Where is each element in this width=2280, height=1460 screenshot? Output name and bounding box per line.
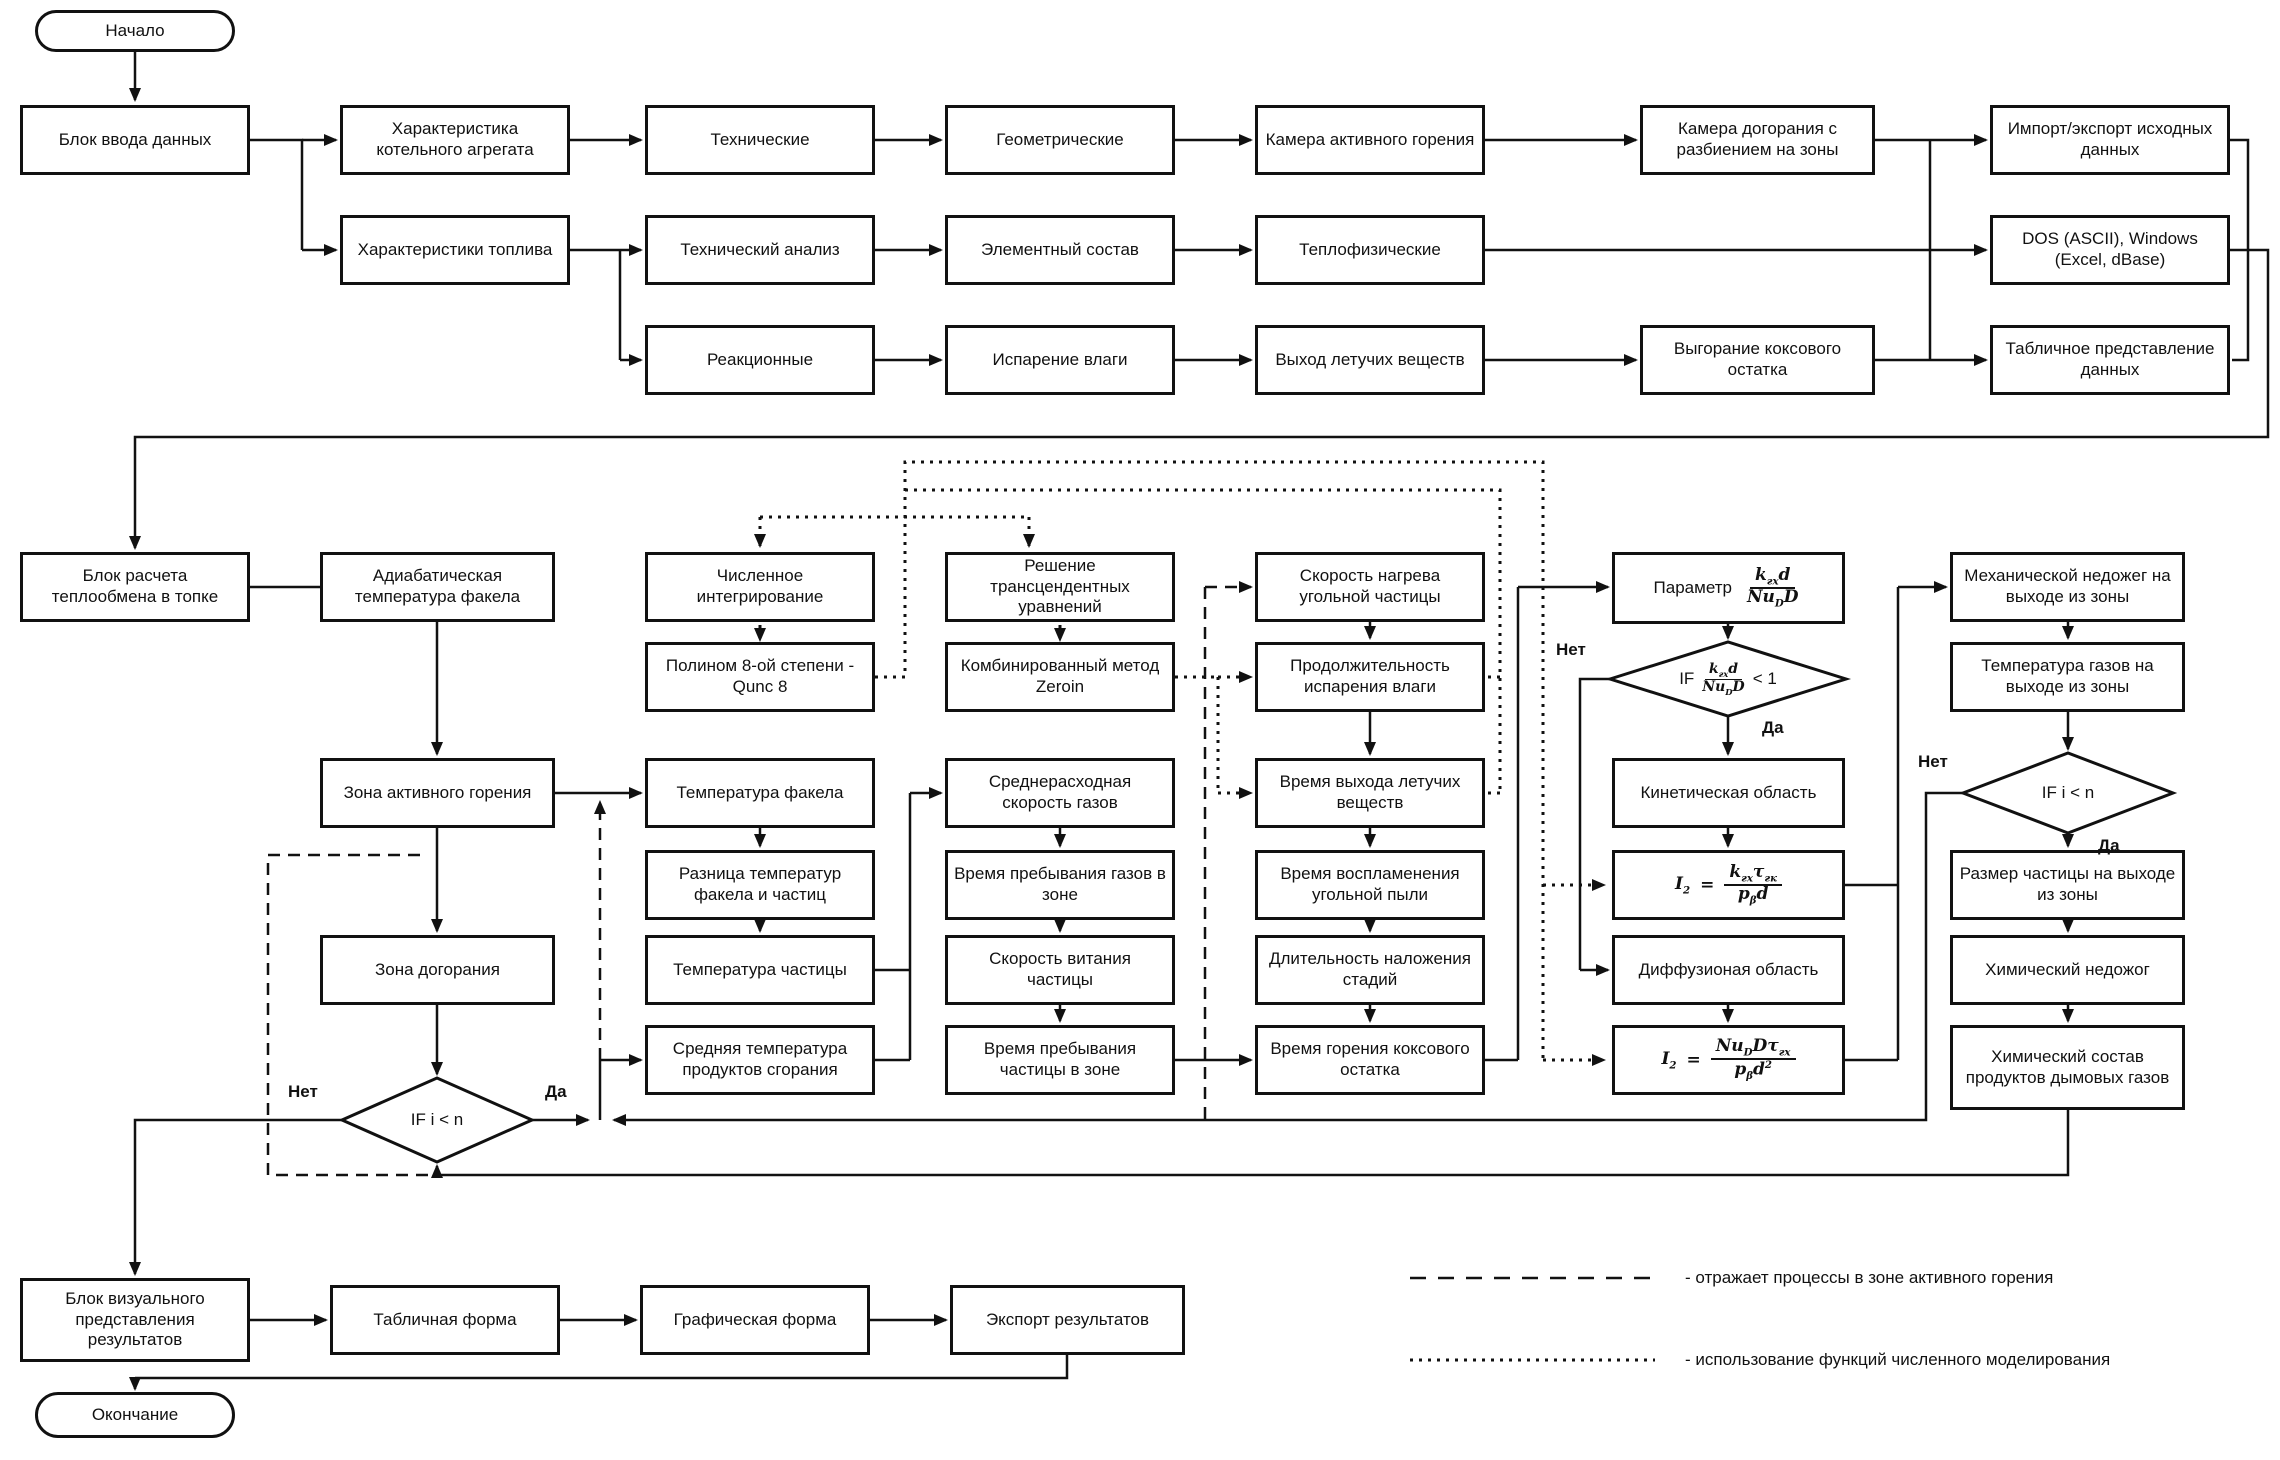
node-volatile-yield: Выход летучих веществ	[1255, 325, 1485, 395]
node-i2-kinetic-formula: $I_2$ = $\frac{k_{гх}\tau_{гк}}{p_\beta d}$	[1612, 850, 1845, 920]
node-gas-residence-time: Время пребывания газов в зоне	[945, 850, 1175, 920]
node-coke-burnout: Выгорание коксового остатка	[1640, 325, 1875, 395]
node-start: Начало	[35, 10, 235, 52]
node-diffusion-region: Диффузионая область	[1612, 935, 1845, 1005]
node-torch-temperature: Температура факела	[645, 758, 875, 828]
node-heat-exchange-block: Блок расчета теплообмена в топке	[20, 552, 250, 622]
node-chemical-composition: Химический состав продуктов дымовых газов	[1950, 1025, 2185, 1110]
node-polynomial-qunc8: Полином 8-ой степени - Qunc 8	[645, 642, 875, 712]
node-thermophysical: Теплофизические	[1255, 215, 1485, 285]
node-input-block: Блок ввода данных	[20, 105, 250, 175]
node-technical-analysis: Технический анализ	[645, 215, 875, 285]
node-afterburning-chamber: Камера догорания с разбиением на зоны	[1640, 105, 1875, 175]
node-technical: Технические	[645, 105, 875, 175]
node-heating-rate: Скорость нагрева угольной частицы	[1255, 552, 1485, 622]
label-yes-right: Да	[2098, 836, 2120, 855]
node-zeroin-method: Комбинированный метод Zeroin	[945, 642, 1175, 712]
node-temperature-difference: Разница температур факела и частиц	[645, 850, 875, 920]
node-coke-burning-time: Время горения коксового остатка	[1255, 1025, 1485, 1095]
decision-left-label: IF i < n	[410, 1110, 464, 1129]
k-fraction: $\frac{k_{гх}d}{Nu_DD}$	[1746, 564, 1799, 610]
node-i2-diffusion-formula: $I_2$ = $\frac{Nu_DD\tau_{гх}}{p_\beta d^2}$	[1612, 1025, 1845, 1095]
decision-formula-label: IF $\frac{k_{гх}d}{Nu_DD}$ < 1	[1679, 661, 1777, 697]
node-moisture-evaporation: Испарение влаги	[945, 325, 1175, 395]
node-table-form: Табличная форма	[330, 1285, 560, 1355]
node-volatile-release-time: Время выхода летучих веществ	[1255, 758, 1485, 828]
node-stage-overlap: Длительность наложения стадий	[1255, 935, 1485, 1005]
label-no-left: Нет	[288, 1082, 318, 1101]
node-dos-windows: DOS (ASCII), Windows (Excel, dBase)	[1990, 215, 2230, 285]
node-evaporation-duration: Продолжительность испарения влаги	[1255, 642, 1485, 712]
node-table-representation: Табличное представление данных	[1990, 325, 2230, 395]
node-parameter-formula: Параметр $\frac{k_{гх}d}{Nu_DD}$	[1612, 552, 1845, 624]
node-elemental-composition: Элементный состав	[945, 215, 1175, 285]
node-mechanical-underburn: Механической недожег на выходе из зоны	[1950, 552, 2185, 622]
node-particle-temperature: Температура частицы	[645, 935, 875, 1005]
node-average-temperature: Средняя температура продуктов сгорания	[645, 1025, 875, 1095]
node-fuel-characteristics: Характеристики топлива	[340, 215, 570, 285]
node-visual-block: Блок визуального представления результатов	[20, 1278, 250, 1362]
node-particle-outlet-size: Размер частицы на выходе из зоны	[1950, 850, 2185, 920]
node-numeric-integration: Численное интегрирование	[645, 552, 875, 622]
label-yes-left: Да	[545, 1082, 567, 1101]
node-ignition-time: Время воспламенения угольной пыли	[1255, 850, 1485, 920]
legend-dashed-text: - отражает процессы в зоне активного горения	[1685, 1268, 2054, 1287]
node-import-export: Импорт/экспорт исходных данных	[1990, 105, 2230, 175]
label-no-right: Нет	[1918, 752, 1948, 771]
node-afterburning-zone: Зона догорания	[320, 935, 555, 1005]
node-gas-outlet-temperature: Температура газов на выходе из зоны	[1950, 642, 2185, 712]
node-reactive: Реакционные	[645, 325, 875, 395]
legend-dotted-text: - использование функций численного моделирования	[1685, 1350, 2111, 1369]
node-geometric: Геометрические	[945, 105, 1175, 175]
node-transcendent-equations: Решение трансцендентных уравнений	[945, 552, 1175, 622]
i2b-lhs: $I_2$	[1661, 1048, 1677, 1071]
node-export-results: Экспорт результатов	[950, 1285, 1185, 1355]
node-chemical-underburn: Химический недожог	[1950, 935, 2185, 1005]
node-end: Окончание	[35, 1392, 235, 1438]
node-active-combustion-chamber: Камера активного горения	[1255, 105, 1485, 175]
node-particle-residence-time: Время пребывания частицы в зоне	[945, 1025, 1175, 1095]
node-adiabatic-temperature: Адиабатическая температура факела	[320, 552, 555, 622]
node-gas-speed: Среднерасходная скорость газов	[945, 758, 1175, 828]
label-yes-formula: Да	[1762, 718, 1784, 737]
i2a-lhs: $I_2$	[1675, 873, 1691, 896]
node-graphic-form: Графическая форма	[640, 1285, 870, 1355]
decision-right-label: IF i < n	[2041, 783, 2095, 802]
node-kinetic-region: Кинетическая область	[1612, 758, 1845, 828]
label-no-formula: Нет	[1556, 640, 1586, 659]
node-boiler-characteristics: Характеристика котельного агрегата	[340, 105, 570, 175]
node-soaring-speed: Скорость витания частицы	[945, 935, 1175, 1005]
node-active-burning-zone: Зона активного горения	[320, 758, 555, 828]
